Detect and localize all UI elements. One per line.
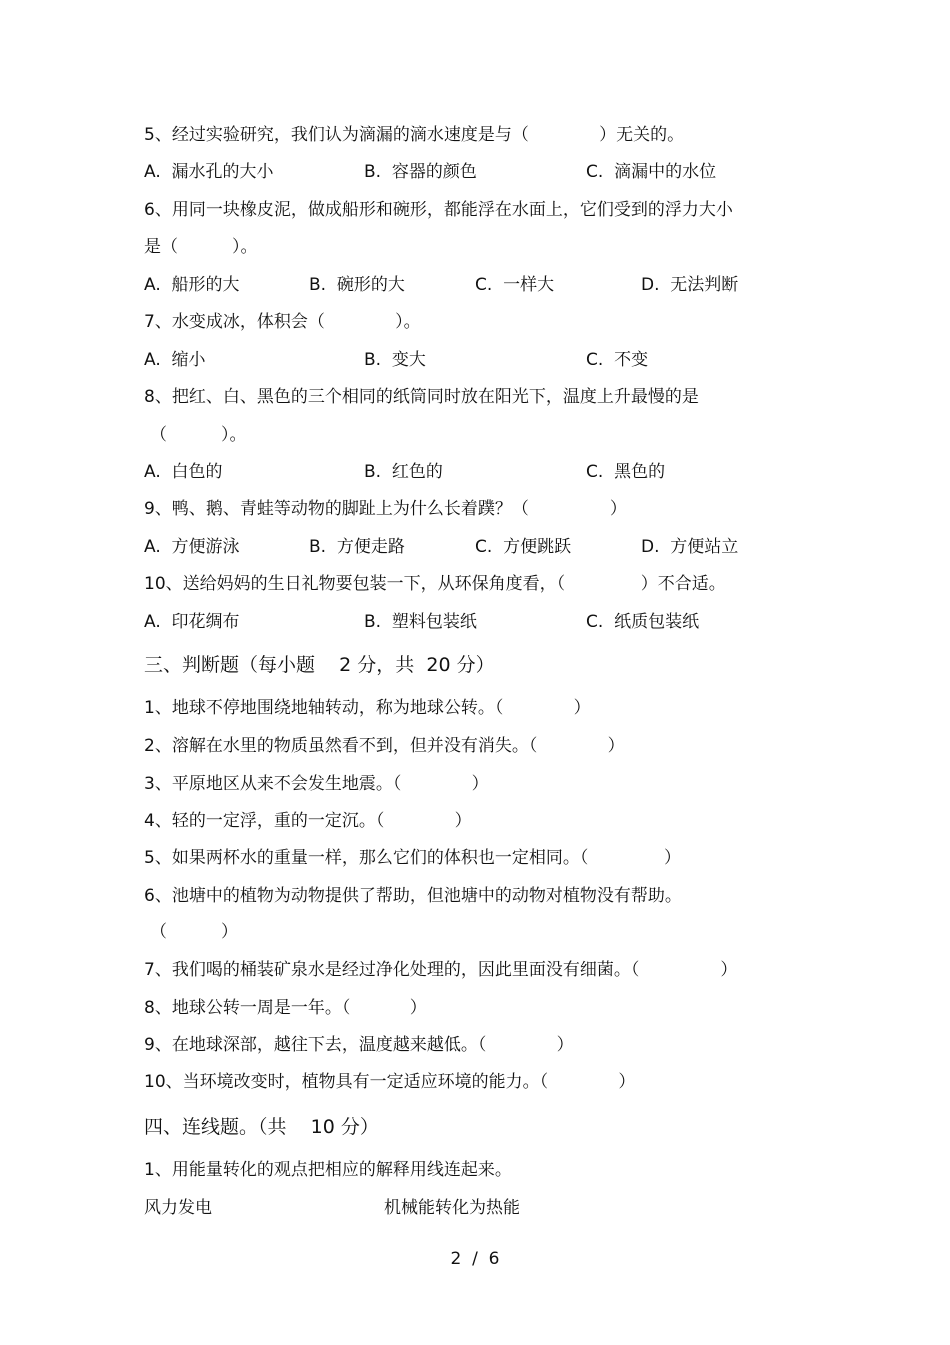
q7-option-c: C. 不变	[586, 350, 649, 370]
judge-item-1: 1、地球不停地围绕地轴转动，称为地球公转。（ ）	[144, 698, 591, 718]
judge-item-7: 7、我们喝的桶装矿泉水是经过净化处理的，因此里面没有细菌。（ ）	[144, 960, 738, 980]
q6-text: 6、用同一块橡皮泥，做成船形和碗形，都能浮在水面上，它们受到的浮力大小	[144, 200, 733, 220]
q8-text: 8、把红、白、黑色的三个相同的纸筒同时放在阳光下，温度上升最慢的是	[144, 387, 699, 407]
q8-option-c: C. 黑色的	[586, 462, 666, 482]
section-judge-heading: 三、判断题（每小题 2 分，共 20 分）	[144, 654, 495, 676]
q9-option-a: A. 方便游泳	[144, 537, 240, 557]
q6-option-b: B. 碗形的大	[309, 275, 405, 295]
q9-option-c: C. 方便跳跃	[475, 537, 572, 557]
judge-item-4: 4、轻的一定浮，重的一定沉。（ ）	[144, 811, 472, 831]
q5-option-c: C. 滴漏中的水位	[586, 162, 717, 182]
judge-item-8: 8、地球公转一周是一年。（ ）	[144, 998, 427, 1018]
q8-text-continued: （ ）。	[150, 425, 247, 445]
q7-text: 7、水变成冰，体积会（ ）。	[144, 312, 421, 332]
q8-option-b: B. 红色的	[364, 462, 443, 482]
page-number: 2 / 6	[450, 1249, 500, 1269]
q9-text: 9、鸭、鹅、青蛙等动物的脚趾上为什么长着蹼？（ ）	[144, 499, 627, 519]
q10-option-c: C. 纸质包装纸	[586, 612, 700, 632]
q6-option-c: C. 一样大	[475, 275, 555, 295]
q8-option-a: A. 白色的	[144, 462, 223, 482]
q5-option-a: A. 漏水孔的大小	[144, 162, 274, 182]
judge-item-6: 6、池塘中的植物为动物提供了帮助，但池塘中的动物对植物没有帮助。	[144, 886, 682, 906]
q5-text: 5、经过实验研究，我们认为滴漏的滴水速度是与（ ）无关的。	[144, 125, 685, 145]
judge-item-10: 10、当环境改变时，植物具有一定适应环境的能力。（ ）	[144, 1072, 636, 1092]
q10-option-a: A. 印花绸布	[144, 612, 240, 632]
q6-option-d: D. 无法判断	[641, 275, 739, 295]
match-question-1: 1、用能量转化的观点把相应的解释用线连起来。	[144, 1160, 512, 1180]
match-right-item: 机械能转化为热能	[384, 1198, 520, 1218]
q10-option-b: B. 塑料包装纸	[364, 612, 477, 632]
judge-item-6-bracket: （ ）	[150, 922, 239, 942]
match-left-item: 风力发电	[144, 1198, 212, 1218]
q5-option-b: B. 容器的颜色	[364, 162, 477, 182]
q7-option-b: B. 变大	[364, 350, 426, 370]
q7-option-a: A. 缩小	[144, 350, 206, 370]
judge-item-5: 5、如果两杯水的重量一样，那么它们的体积也一定相同。（ ）	[144, 848, 681, 868]
judge-item-3: 3、平原地区从来不会发生地震。（ ）	[144, 774, 489, 794]
q6-text-continued: 是（ ）。	[144, 237, 258, 257]
section-match-heading: 四、连线题。（共 10 分）	[144, 1116, 379, 1138]
judge-item-9: 9、在地球深部，越往下去，温度越来越低。（ ）	[144, 1035, 574, 1055]
q6-option-a: A. 船形的大	[144, 275, 240, 295]
q9-option-d: D. 方便站立	[641, 537, 739, 557]
judge-item-2: 2、溶解在水里的物质虽然看不到，但并没有消失。（ ）	[144, 736, 625, 756]
q9-option-b: B. 方便走路	[309, 537, 405, 557]
q10-text: 10、送给妈妈的生日礼物要包装一下，从环保角度看，（ ）不合适。	[144, 574, 726, 594]
